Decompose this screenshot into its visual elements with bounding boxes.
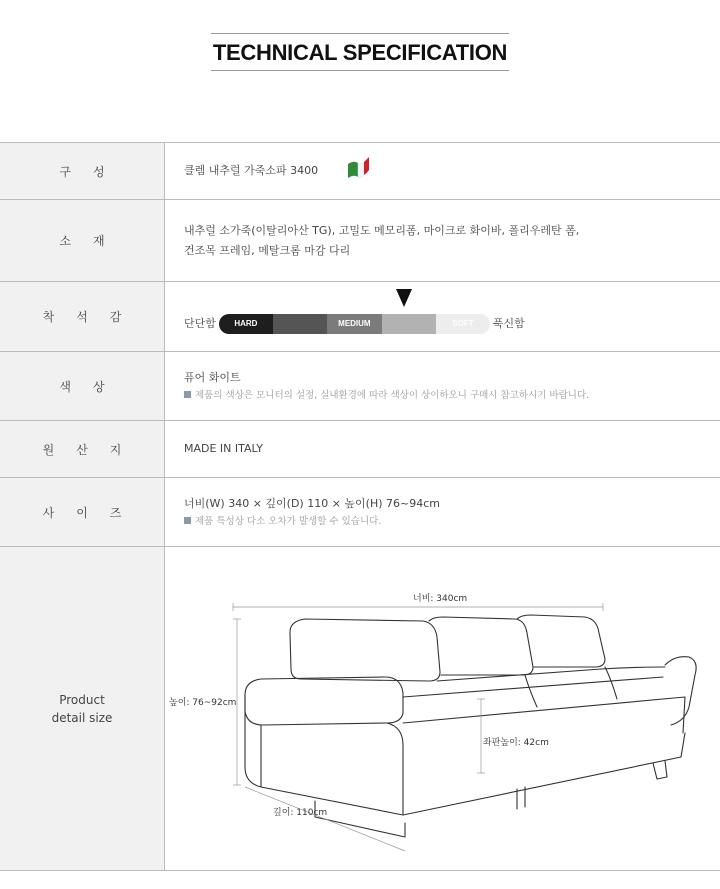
value-material-line2: 건조목 프레임, 메탈크롬 마감 다리 (184, 243, 351, 257)
feel-indicator-arrow-icon (395, 288, 413, 315)
value-size-cell (165, 478, 720, 546)
feel-scale (184, 314, 720, 334)
value-size: 너비(W) 340 × 깊이(D) 110 × 높이(H) 76~94cm (184, 497, 440, 510)
value-origin: MADE IN ITALY (184, 442, 263, 455)
row-material (0, 200, 720, 282)
spec-table (0, 142, 720, 871)
note-square-icon (184, 517, 191, 524)
sofa-diagram-cell (165, 547, 720, 870)
height-label: 높이: 76~92cm (169, 698, 237, 708)
width-label: 너비: 340cm (413, 594, 468, 604)
feel-level-soft: SOFT (436, 314, 490, 334)
depth-label: 깊이: 110cm (273, 808, 328, 818)
row-detail (0, 547, 720, 871)
size-note-text: 제품 특성상 다소 오차가 발생할 수 있습니다. (195, 516, 382, 527)
sofa-drawing (245, 615, 696, 837)
title-wrap (0, 33, 720, 71)
label-size: 사이즈 (0, 478, 165, 546)
value-color-cell (165, 352, 720, 420)
value-composition-cell (165, 143, 720, 199)
row-composition (0, 143, 720, 200)
row-origin (0, 421, 720, 478)
sofa-diagram (165, 547, 719, 871)
row-size (0, 478, 720, 547)
feel-level-2 (273, 314, 327, 334)
label-material: 소재 (0, 200, 165, 281)
size-note (184, 514, 720, 530)
italy-flag-icon (346, 156, 370, 187)
feel-right-label: 푹신함 (492, 316, 525, 330)
value-feel-cell (165, 282, 720, 351)
row-feel (0, 282, 720, 352)
row-color (0, 352, 720, 421)
color-note (184, 388, 720, 404)
feel-level-4 (382, 314, 436, 334)
feel-bar (219, 314, 490, 334)
note-square-icon (184, 391, 191, 398)
label-color: 색상 (0, 352, 165, 420)
value-composition: 클렘 내추럴 가죽소파 3400 (184, 164, 319, 177)
value-color: 퓨어 화이트 (184, 371, 241, 384)
value-material-cell (165, 200, 720, 281)
label-detail (0, 547, 165, 870)
feel-level-medium: MEDIUM (327, 314, 382, 334)
seat-height-label: 좌판높이: 42cm (483, 738, 549, 748)
value-material-line1: 내추럴 소가죽(이탈리아산 TG), 고밀도 메모리폼, 마이크로 화이바, 폴리우레탄 폼, (184, 223, 580, 237)
label-origin: 원산지 (0, 421, 165, 477)
label-feel: 착석감 (0, 282, 165, 351)
page-title: TECHNICAL SPECIFICATION (211, 33, 509, 71)
label-detail-line2: detail size (51, 710, 113, 725)
label-composition: 구성 (0, 143, 165, 199)
label-detail-line1: Product (59, 692, 105, 707)
feel-left-label: 단단함 (184, 316, 216, 330)
feel-level-hard: HARD (219, 314, 273, 334)
value-origin-cell (165, 421, 720, 477)
color-note-text: 제품의 색상은 모니터의 설정, 실내환경에 따라 색상이 상이하오니 구매시 참고하시기 바랍니다. (195, 390, 590, 401)
